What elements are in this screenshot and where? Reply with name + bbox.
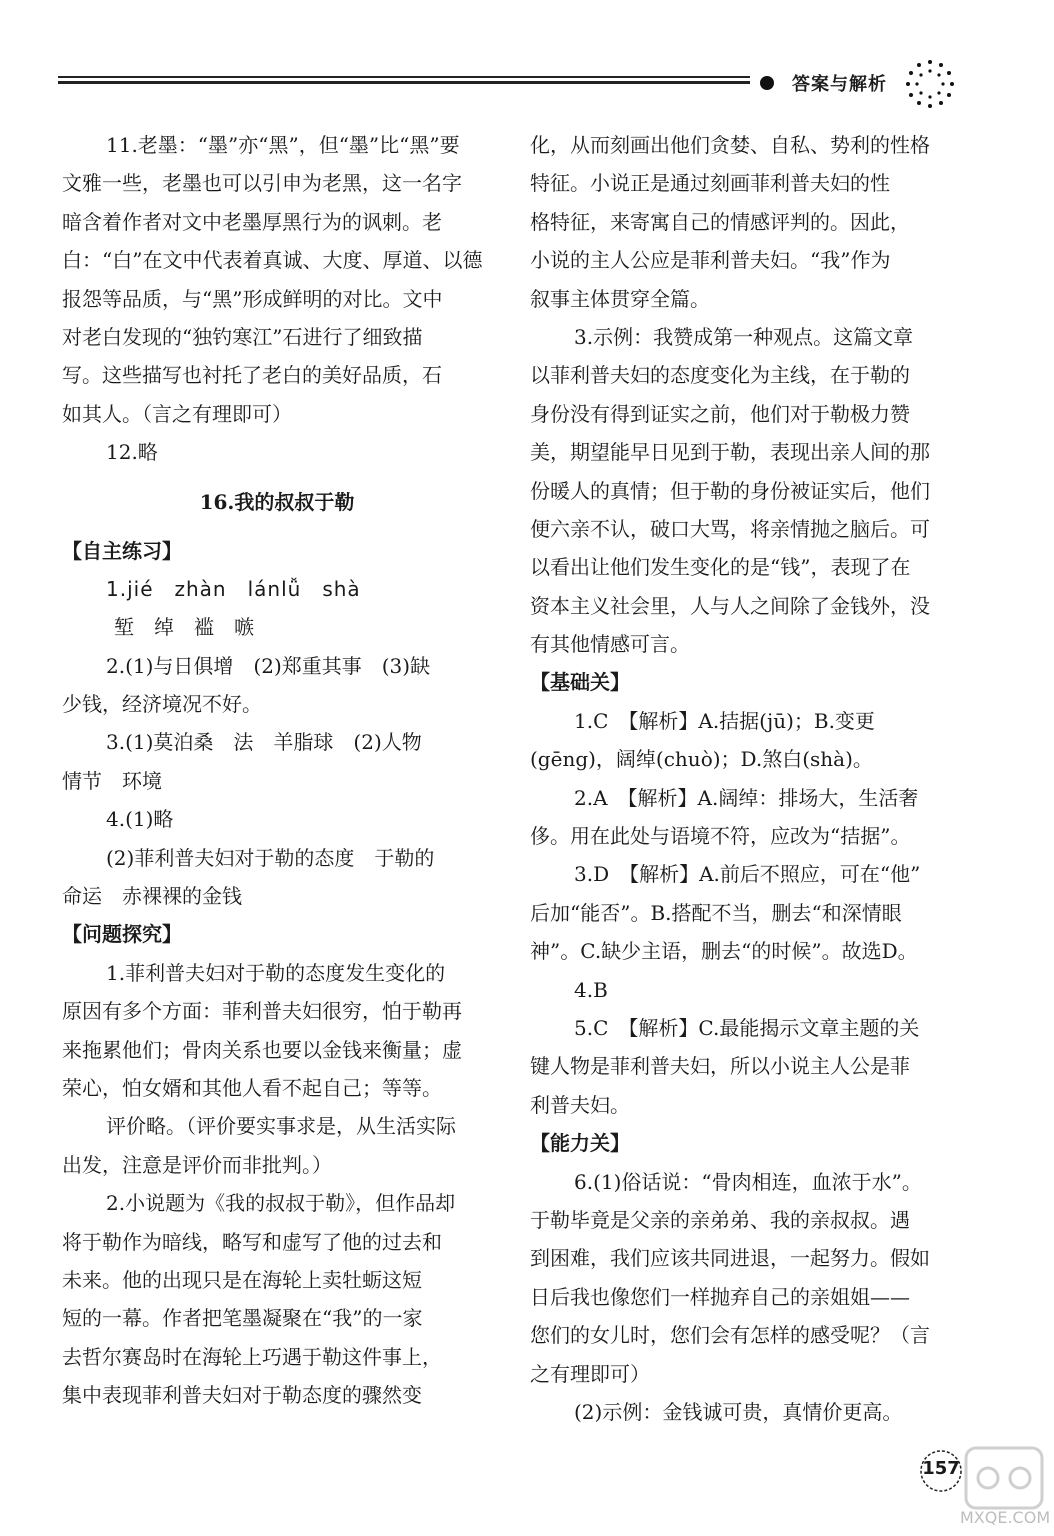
text-line: 原因有多个方面：菲利普夫妇很穷，怕于勒再 xyxy=(62,999,462,1024)
text-line: (2)菲利普夫妇对于勒的态度 于勒的 xyxy=(106,845,435,870)
text-line: 情节 环境 xyxy=(62,768,162,793)
text-line: 出发，注意是评价而非批判。） xyxy=(62,1152,332,1177)
text-line: 以看出让他们发生变化的是“钱”，表现了在 xyxy=(530,555,911,580)
pinyin-line: 1.jié zhàn lánlǚ shà xyxy=(106,576,361,601)
text-line: 少钱，经济境况不好。 xyxy=(62,692,262,717)
text-line: 命运 赤裸裸的金钱 xyxy=(62,884,242,909)
text-line: 4.(1)略 xyxy=(106,807,174,832)
section-heading: 【自主练习】 xyxy=(62,538,182,563)
text-line: 美，期望能早日见到于勒，表现出亲人间的那 xyxy=(530,440,930,465)
text-line: 后加“能否”。B.搭配不当，删去“和深情眼 xyxy=(530,900,902,925)
text-line: 暗含着作者对文中老墨厚黑行为的讽刺。老 xyxy=(62,209,442,234)
text-line: 写。这些描写也衬托了老白的美好品质，石 xyxy=(62,363,442,388)
text-line: 4.B xyxy=(574,977,608,1002)
text-line: 报怨等品质，与“黑”形成鲜明的对比。文中 xyxy=(62,286,443,311)
text-line: 未来。他的出现只是在海轮上卖牡蛎这短 xyxy=(62,1267,422,1292)
watermark-text: MXQE.COM xyxy=(960,1508,1051,1527)
text-line: 有其他情感可言。 xyxy=(530,632,690,657)
text-line: 对老白发现的“独钓寒江”石进行了细致描 xyxy=(62,324,423,349)
text-line: 日后我也像您们一样抛弃自己的亲姐姐—— xyxy=(530,1284,910,1309)
text-line: 利普夫妇。 xyxy=(530,1092,630,1117)
text-line: 集中表现菲利普夫妇对于勒态度的骤然变 xyxy=(62,1383,422,1408)
text-line: 小说的主人公应是菲利普夫妇。“我”作为 xyxy=(530,248,891,273)
text-line: 化，从而刻画出他们贪婪、自私、势利的性格 xyxy=(530,133,930,157)
text-line: 将于勒作为暗线，略写和虚写了他的过去和 xyxy=(62,1229,442,1254)
text-line: 堑 绰 褴 嗾 xyxy=(114,615,254,640)
text-line: (gēng)，阔绰(chuò)；D.煞白(shà)。 xyxy=(530,747,873,772)
text-line: 评价略。（评价要实事求是，从生活实际 xyxy=(106,1114,456,1139)
text-line: 2.(1)与日俱增 (2)郑重其事 (3)缺 xyxy=(106,653,431,678)
text-line: 12.略 xyxy=(106,440,158,465)
text-line: 来拖累他们；骨肉关系也要以金钱来衡量；虚 xyxy=(62,1037,462,1062)
lesson-title: 16.我的叔叔于勒 xyxy=(199,489,355,514)
bullet-dot-icon xyxy=(760,76,774,90)
text-line: 2.A 【解析】A.阔绰：排场大，生活奢 xyxy=(574,785,919,810)
section-heading: 【能力关】 xyxy=(530,1131,630,1156)
right-column xyxy=(530,126,960,1431)
text-line: 3.D 【解析】A.前后不照应，可在“他” xyxy=(574,862,921,887)
text-line: 身份没有得到证实之前，他们对于勒极力赞 xyxy=(530,401,910,426)
dotted-sun-ornament-icon xyxy=(904,58,956,110)
text-line: 于勒毕竟是父亲的亲弟弟、我的亲叔叔。遇 xyxy=(530,1207,910,1232)
section-heading: 【问题探究】 xyxy=(62,922,182,947)
left-column xyxy=(62,126,492,1415)
header-title: 答案与解析 xyxy=(792,74,887,95)
text-line: 如其人。（言之有理即可） xyxy=(62,401,292,426)
text-line: 1.C 【解析】A.拮据(jū)；B.变更 xyxy=(574,708,875,733)
text-line: 短的一幕。作者把笔墨凝聚在“我”的一家 xyxy=(62,1306,423,1331)
text-line: 侈。用在此处与语境不符，应改为“拮据”。 xyxy=(530,824,911,849)
text-line: 资本主义社会里，人与人之间除了金钱外，没 xyxy=(530,593,930,618)
text-line: (2)示例：金钱诚可贵，真情价更高。 xyxy=(574,1399,903,1424)
text-line: 特征。小说正是通过刻画菲利普夫妇的性 xyxy=(530,171,890,196)
text-line: 键人物是菲利普夫妇，所以小说主人公是菲 xyxy=(530,1054,910,1079)
text-line: 去哲尔赛岛时在海轮上巧遇于勒这件事上， xyxy=(62,1344,442,1369)
text-line: 1.菲利普夫妇对于勒的态度发生变化的 xyxy=(106,960,446,985)
text-line: 6.(1)俗话说：“骨肉相连，血浓于水”。 xyxy=(574,1169,922,1194)
text-line: 份暖人的真情；但于勒的身份被证实后，他们 xyxy=(530,478,930,503)
text-line: 您们的女儿时，您们会有怎样的感受呢？（言 xyxy=(530,1323,930,1348)
text-line: 白：“白”在文中代表着真诚、大度、厚道、以德 xyxy=(62,248,483,273)
text-line: 2.小说题为《我的叔叔于勒》，但作品却 xyxy=(106,1191,456,1216)
text-line: 3.示例：我赞成第一种观点。这篇文章 xyxy=(574,324,914,349)
text-line: 之有理即可） xyxy=(530,1361,650,1386)
text-line: 3.(1)莫泊桑 法 羊脂球 (2)人物 xyxy=(106,730,422,755)
text-line: 文雅一些，老墨也可以引申为老黑，这一名字 xyxy=(62,171,462,196)
text-line: 便六亲不认，破口大骂，将亲情抛之脑后。可 xyxy=(530,516,930,541)
page-number: 157 xyxy=(922,1458,960,1479)
text-line: 神”。C.缺少主语，删去“的时候”。故选D。 xyxy=(530,939,918,964)
section-heading: 【基础关】 xyxy=(530,670,630,695)
text-line: 以菲利普夫妇的态度变化为主线，在于勒的 xyxy=(530,363,910,388)
text-line: 叙事主体贯穿全篇。 xyxy=(530,286,710,311)
text-line: 到困难，我们应该共同进退，一起努力。假如 xyxy=(530,1246,930,1271)
text-line: 5.C 【解析】C.最能揭示文章主题的关 xyxy=(574,1015,920,1040)
text-line: 11.老墨：“墨”亦“黑”，但“墨”比“黑”要 xyxy=(106,133,460,157)
header-rule xyxy=(58,74,750,90)
text-line: 格特征，来寄寓自己的情感评判的。因此， xyxy=(530,209,910,234)
text-line: 荣心，怕女婿和其他人看不起自己；等等。 xyxy=(62,1075,442,1100)
